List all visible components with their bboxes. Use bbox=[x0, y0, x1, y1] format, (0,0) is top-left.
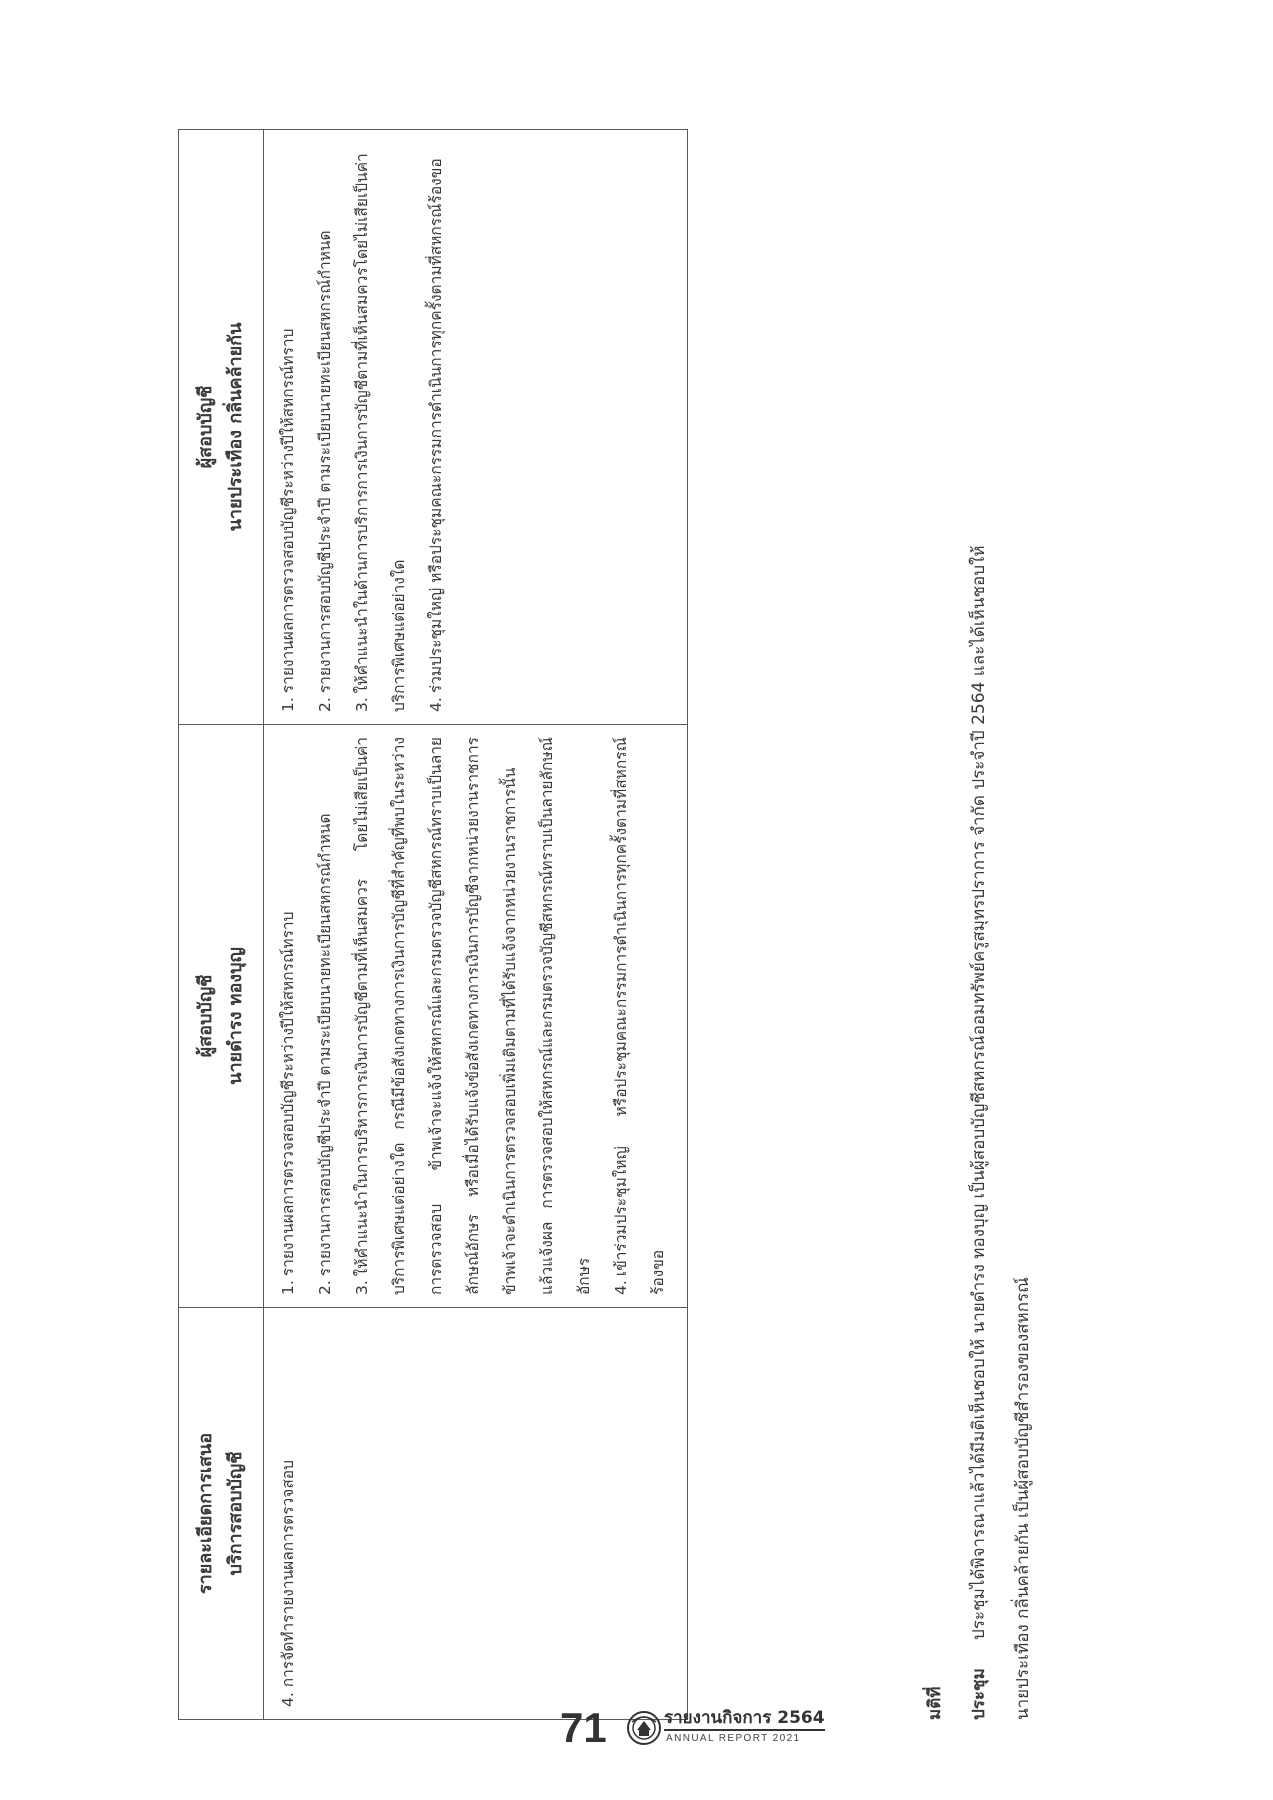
list-item bbox=[270, 142, 307, 712]
item-number: 3. bbox=[353, 1280, 371, 1295]
header-service-details bbox=[179, 1308, 264, 1720]
rotated-page-content bbox=[178, 130, 1048, 1720]
header-line: รายละเอียดการเสนอ bbox=[195, 1432, 216, 1595]
item-number: 4. bbox=[427, 697, 445, 712]
auditor-2-cell bbox=[264, 130, 688, 725]
list-item bbox=[307, 737, 344, 1295]
list-item bbox=[344, 737, 603, 1295]
item-text: ให้คำแนะนำในด้านการบริการการเงินการบัญชีตามที่เห็นสมควรโดยไม่เสียเป็นค่าบริการพิเศษแต่อย่างใด bbox=[353, 153, 408, 712]
resolution-line-2: นายประเทือง กลิ่นคล้ายกัน เป็นผู้สอบบัญชีสำรองของสหกรณ์ bbox=[1013, 1277, 1033, 1720]
table-row bbox=[264, 130, 688, 1720]
resolution-label: มติที่ประชุม bbox=[925, 1668, 989, 1720]
row-label: 4. การจัดทำรายงานผลการตรวจสอบ bbox=[279, 1460, 297, 1707]
resolution-line-1 bbox=[913, 130, 1001, 1720]
item-number: 2. bbox=[316, 697, 334, 712]
header-line: ผู้สอบบัญชี bbox=[195, 974, 216, 1058]
list-item bbox=[603, 737, 677, 1295]
resolution-text: ประชุมได้พิจารณาแล้วได้มีมติเห็นชอบให้ นายดำรง ทองบุญ เป็นผู้สอบบัญชีสหกรณ์ออมทรัพย์ครูสมุทรปราการ จำกัด ประจำปี 2564 และได้เห็นชอบให้ bbox=[969, 545, 989, 1640]
item-number: 1. bbox=[279, 697, 297, 712]
item-text: ร่วมประชุมใหญ่ หรือประชุมคณะกรรมการดำเนินการทุกครั้งตามที่สหกรณ์ร้องขอ bbox=[427, 158, 445, 694]
list-item bbox=[270, 737, 307, 1295]
report-subtitle: ANNUAL REPORT 2021 bbox=[666, 1733, 801, 1744]
item-text: เข้าร่วมประชุมใหญ่ หรือประชุมคณะกรรมการดำเนินการทุกครั้งตามที่สหกรณ์ร้องขอ bbox=[612, 737, 667, 1295]
auditor-1-cell bbox=[264, 725, 688, 1308]
header-line: นายประเทือง กลิ่นคล้ายกัน bbox=[225, 322, 246, 532]
auditor-2-list bbox=[270, 142, 455, 712]
item-number: 4. bbox=[612, 1280, 630, 1295]
table-header-row bbox=[179, 130, 264, 1720]
auditor-comparison-table bbox=[178, 129, 688, 1720]
page-footer bbox=[560, 1700, 860, 1760]
item-number: 1. bbox=[279, 1280, 297, 1295]
item-text: รายงานการสอบบัญชีประจำปี ตามระเบียบนายทะเบียนสหกรณ์กำหนด bbox=[316, 813, 334, 1277]
item-text: รายงานผลการตรวจสอบบัญชีระหว่างปีให้สหกรณ์ทราบ bbox=[279, 911, 297, 1277]
header-auditor-1 bbox=[179, 725, 264, 1308]
item-text: รายงานการสอบบัญชีประจำปี ตามระเบียบนายทะเบียนสหกรณ์กำหนด bbox=[316, 230, 334, 694]
header-line: บริการสอบบัญชี bbox=[225, 1451, 246, 1576]
item-number: 2. bbox=[316, 1280, 334, 1295]
list-item bbox=[344, 142, 418, 712]
header-auditor-2 bbox=[179, 130, 264, 725]
list-item bbox=[418, 142, 455, 712]
header-line: ผู้สอบบัญชี bbox=[195, 385, 216, 469]
item-text: รายงานผลการตรวจสอบบัญชีระหว่างปีให้สหกรณ์ทราบ bbox=[279, 328, 297, 694]
row-label-cell bbox=[264, 1308, 688, 1720]
item-text: ให้คำแนะนำในการบริหารการเงินการบัญชีตามที่เห็นสมควร โดยไม่เสียเป็นค่าบริการพิเศษแต่อย่างใด กรณีมีข้อสังเกตทางการเงินการบัญชีที่สำคัญที่พบในระหว่างการตรวจสอบ ข้าพเจ้าจะแจ้งให้สหกรณ์และกรมตรวจบัญชีสหกรณ์ทราบเป็นลายลักษณ์อักษร หรือเมื่อได้รับแจ้งข้อสังเกตทางการเงินการบัญชีจากหน่วยงานราชการ ข้าพเจ้าจะดำเนินการตรวจสอบเพิ่มเติมตามที่ได้รับแจ้งจากหน่วยงานราชการนั้น แล้วแจ้งผล การตรวจสอบให้สหกรณ์และกรมตรวจบัญชีสหกรณ์ทราบเป็นลายลักษณ์อักษร bbox=[353, 737, 593, 1295]
cooperative-logo-icon bbox=[626, 1710, 662, 1746]
page-number: 71 bbox=[560, 1704, 607, 1751]
header-line: นายดำรง ทองบุญ bbox=[225, 947, 246, 1085]
list-item bbox=[307, 142, 344, 712]
auditor-1-list bbox=[270, 737, 677, 1295]
report-title: รายงานกิจการ 2564 bbox=[664, 1707, 825, 1731]
meeting-resolution bbox=[913, 130, 1045, 1720]
item-number: 3. bbox=[353, 697, 371, 712]
